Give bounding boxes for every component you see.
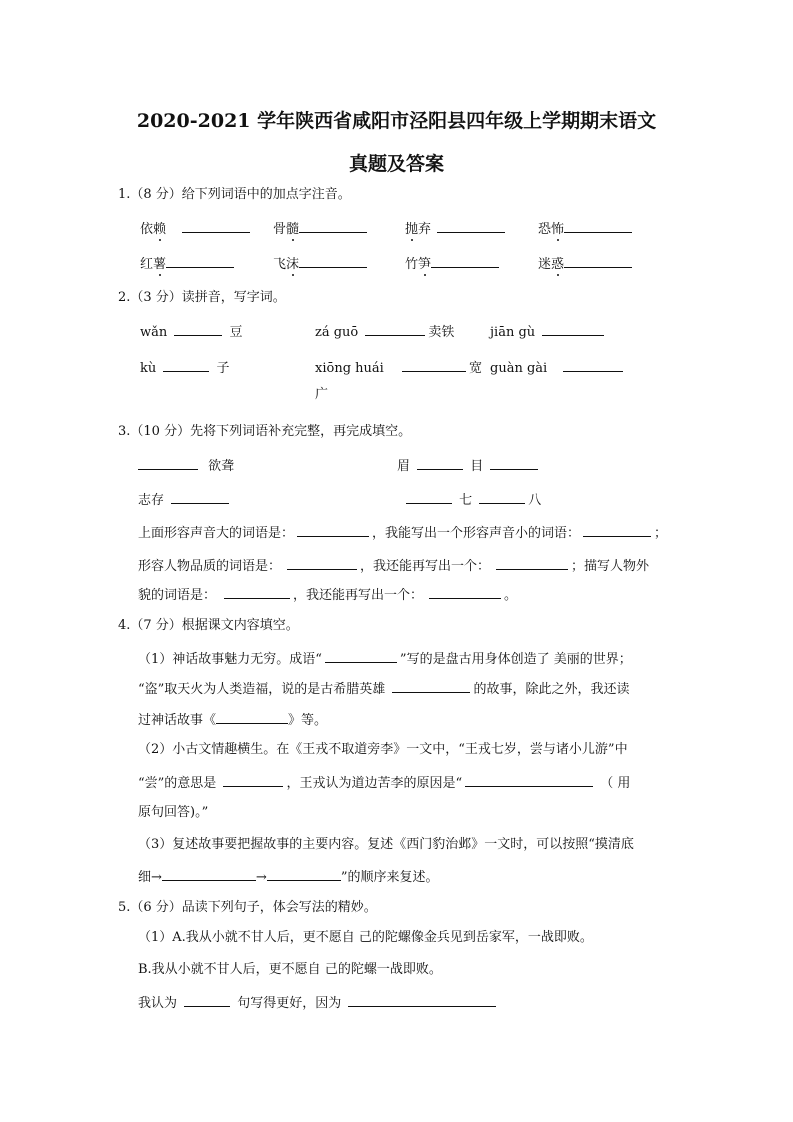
text: 过神话故事《 [138, 713, 217, 728]
q1-item [273, 219, 370, 239]
pinyin: kù [140, 361, 157, 376]
text: 》等。 [288, 713, 328, 728]
char: 竹 [405, 257, 419, 272]
q3-idiom-4 [403, 490, 541, 510]
text: 。 [504, 588, 518, 603]
text: 形容人物品质的词语是： [138, 559, 282, 574]
q3-heading: 3.（10 分）先将下列词语补充完整，再完成填空。 [118, 424, 412, 439]
answer-blank[interactable] [287, 556, 357, 570]
pinyin: zá guō [315, 325, 359, 340]
answer-blank[interactable] [431, 254, 499, 268]
char: 依 [140, 222, 154, 237]
answer-blank[interactable] [563, 358, 623, 372]
q2-item-wan [140, 322, 243, 342]
q4-p3-line2 [138, 867, 438, 887]
q3-sentence-3 [138, 585, 517, 605]
answer-blank[interactable] [299, 219, 367, 233]
answer-blank[interactable] [299, 254, 367, 268]
text: “尝”的意思是 [138, 776, 217, 791]
q2-item-xionghuai [315, 358, 482, 378]
q2-item-zaguo [315, 322, 454, 342]
char: 飞 [273, 257, 287, 272]
answer-blank[interactable] [583, 523, 651, 537]
answer-blank[interactable] [162, 867, 256, 881]
q2-heading: 2.（3 分）读拼音，写字词。 [118, 290, 286, 305]
answer-blank[interactable] [406, 490, 452, 504]
dotted-char: 赖 [153, 222, 167, 237]
text: （1）神话故事魅力无穷。成语“ [138, 652, 322, 667]
q2-item-guangai [490, 358, 626, 378]
q5-sentence-a: （1）A.我从小就不甘人后，更不愿自 己的陀螺像金兵见到岳家军，一战即败。 [138, 930, 593, 945]
dotted-char: 薯 [153, 257, 167, 272]
char: 豆 [229, 325, 243, 340]
dotted-char: 惑 [551, 257, 565, 272]
char: 红 [140, 257, 154, 272]
text: 句写得更好，因为 [237, 996, 342, 1011]
q3-sentence-2 [138, 556, 649, 576]
pinyin: guàn gài [490, 361, 548, 376]
q3-idiom-1 [138, 456, 234, 476]
answer-blank[interactable] [267, 867, 341, 881]
dotted-char: 髓 [286, 222, 300, 237]
q4-p2-line1: （2）小古文情趣横生。在《王戎不取道旁李》一文中，“王戎七岁，尝与诸小儿游”中 [138, 742, 628, 757]
answer-blank[interactable] [465, 773, 593, 787]
document-title-line1: 2020-2021 学年陕西省咸阳市泾阳县四年级上学期期末语文 [136, 110, 657, 132]
text: ，王戎认为道边苦李的原因是“ [286, 776, 463, 791]
q1-item [140, 254, 237, 274]
text: ”的顺序来复述。 [340, 870, 439, 885]
answer-blank[interactable] [564, 254, 632, 268]
text: → [255, 870, 267, 885]
text: ”写的是盘古用身体创造了 美丽的世界； [399, 652, 632, 667]
answer-blank[interactable] [163, 358, 209, 372]
q4-p3-line1: （3）复述故事要把握故事的主要内容。复述《西门豹治邺》一文时，可以按照“摸清底 [138, 837, 634, 852]
answer-blank[interactable] [417, 456, 463, 470]
text: ； [654, 526, 668, 541]
q1-heading: 1.（8 分）给下列词语中的加点字注音。 [118, 187, 351, 202]
q5-answer-line [138, 993, 499, 1013]
answer-blank[interactable] [166, 254, 234, 268]
q3-sentence-1 [138, 523, 667, 543]
char: 卖铁 [428, 325, 455, 340]
char: 七 [459, 493, 473, 508]
char: 宽 [468, 361, 482, 376]
q2-char-guang: 广 [315, 387, 329, 402]
text: （ 用 [600, 776, 631, 791]
char: 子 [216, 361, 230, 376]
q3-idiom-2 [397, 456, 541, 476]
answer-blank[interactable] [216, 710, 288, 724]
answer-blank[interactable] [437, 219, 505, 233]
q2-item-jiangu [490, 322, 607, 342]
text: 的故事，除此之外，我还读 [473, 682, 630, 697]
answer-blank[interactable] [182, 219, 250, 233]
char: 迷 [538, 257, 552, 272]
answer-blank[interactable] [490, 456, 538, 470]
q1-item [538, 254, 635, 274]
answer-blank[interactable] [224, 585, 290, 599]
answer-blank[interactable] [542, 322, 604, 336]
text: ，我还能再写出一个： [293, 588, 424, 603]
char: 弃 [418, 222, 432, 237]
answer-blank[interactable] [184, 993, 230, 1007]
text: 上面形容声音大的词语是： [138, 526, 295, 541]
pinyin: xiōng huái [315, 361, 384, 376]
text: ，我能写出一个形容声音小的词语： [372, 526, 581, 541]
answer-blank[interactable] [174, 322, 222, 336]
q4-heading: 4.（7 分）根据课文内容填空。 [118, 618, 299, 633]
char: 恐 [538, 222, 552, 237]
q1-item [405, 219, 508, 239]
q1-item [405, 254, 502, 274]
q4-p2-line3: 原句回答)。” [138, 805, 209, 820]
char: 欲聋 [208, 459, 235, 474]
q1-item [538, 219, 635, 239]
answer-blank[interactable] [223, 773, 283, 787]
text: 细→ [138, 870, 162, 885]
q4-p1-line3 [138, 710, 327, 730]
q4-p1-line2 [138, 679, 629, 699]
document-title-line2: 真题及答案 [348, 153, 444, 175]
answer-blank[interactable] [365, 322, 425, 336]
answer-blank[interactable] [171, 490, 229, 504]
answer-blank[interactable] [348, 993, 496, 1007]
pinyin: jiān gù [490, 325, 536, 340]
pinyin: wǎn [140, 325, 168, 340]
q2-item-ku [140, 358, 230, 378]
text: ，我还能再写出一个： [360, 559, 491, 574]
q3-idiom-3 [138, 490, 232, 510]
answer-blank[interactable] [402, 358, 466, 372]
text: ；描写人物外 [571, 559, 650, 574]
dotted-char: 怖 [551, 222, 565, 237]
char: 眉 [397, 459, 411, 474]
q5-heading: 5.（6 分）品读下列句子，体会写法的精妙。 [118, 900, 377, 915]
answer-blank[interactable] [479, 490, 525, 504]
text: 我认为 [138, 996, 178, 1011]
dotted-char: 抛 [405, 222, 419, 237]
q1-item [273, 254, 370, 274]
q4-p1-line1 [138, 649, 632, 669]
answer-blank[interactable] [496, 556, 568, 570]
q1-item [140, 219, 253, 239]
answer-blank[interactable] [297, 523, 369, 537]
q5-sentence-b: B.我从小就不甘人后，更不愿自 己的陀螺一战即败。 [138, 962, 442, 977]
dotted-char: 沫 [286, 257, 300, 272]
text: 貌的词语是： [138, 588, 217, 603]
answer-blank[interactable] [325, 649, 397, 663]
char: 志存 [138, 493, 165, 508]
answer-blank[interactable] [564, 219, 632, 233]
char: 骨 [273, 222, 287, 237]
dotted-char: 笋 [418, 257, 432, 272]
char: 目 [470, 459, 484, 474]
q4-p2-line2 [138, 773, 630, 793]
answer-blank[interactable] [392, 679, 470, 693]
char: 八 [528, 493, 542, 508]
answer-blank[interactable] [138, 456, 198, 470]
text: “盗”取天火为人类造福，说的是古希腊英雄 [138, 682, 386, 697]
answer-blank[interactable] [429, 585, 501, 599]
